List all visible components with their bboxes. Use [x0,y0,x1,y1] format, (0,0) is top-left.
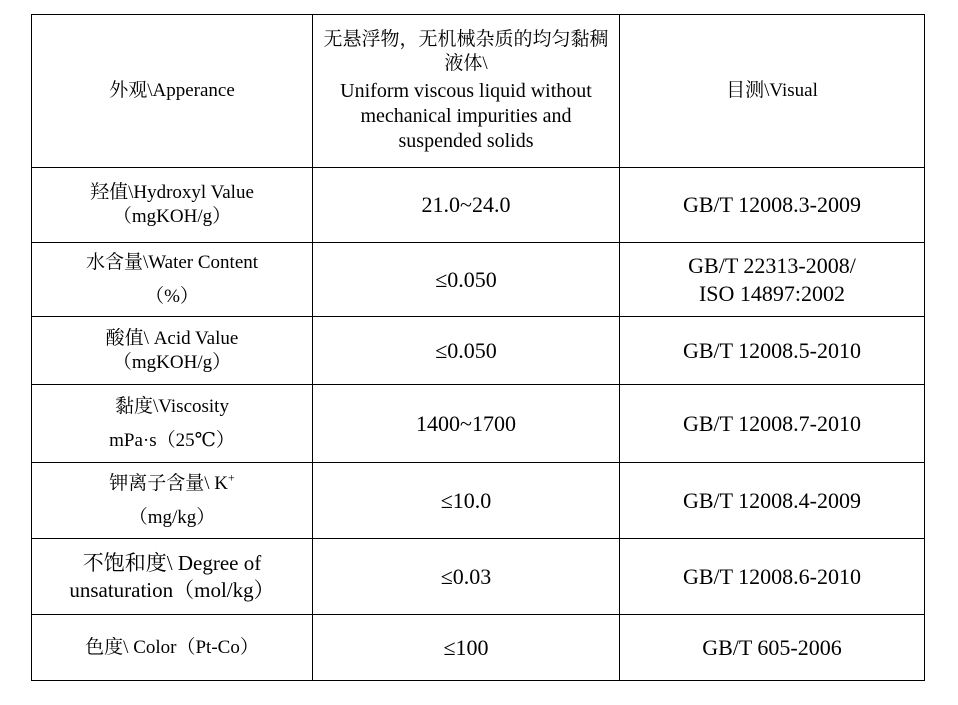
property-cell [32,243,313,317]
property-cell [32,539,313,615]
table-row-acid-value [32,317,925,385]
value-text: 21.0~24.0 [421,192,511,218]
method-standard: GB/T 12008.6-2010 [682,563,862,589]
method-standard: GB/T 605-2006 [702,634,842,660]
property-unit: （mgKOH/g） [112,206,232,227]
method-name: 目测\Visual [726,80,818,102]
property-unit: mPa·s（25℃） [109,429,235,451]
table-row-hydroxyl [32,168,925,243]
spec-english-text: Uniform viscous liquid without mechanical impurities and suspended solids [340,80,592,153]
property-unit: （mg/kg） [128,506,216,528]
method-cell [620,15,925,168]
property-name [38,472,306,496]
value-text: ≤0.050 [435,337,497,363]
property-unit: unsaturation（mol/kg） [69,577,275,602]
property-name: 黏度\Viscosity [115,395,229,417]
value-text: ≤0.03 [440,563,492,589]
value-cell [313,615,620,681]
table-row-viscosity [32,385,925,463]
property-name: 不饱和度\ Degree of [82,551,262,576]
value-text: ≤100 [443,634,489,660]
value-cell [313,168,620,243]
table-row-water-content [32,243,925,317]
property-unit: （%） [145,285,199,307]
table-row-color [32,615,925,681]
method-standard: GB/T 12008.7-2010 [682,410,862,436]
property-cell [32,385,313,463]
value-text: ≤0.050 [435,266,497,292]
method-cell [620,385,925,463]
method-cell [620,168,925,243]
property-name: 水含量\Water Content [85,251,259,273]
method-standard: GB/T 12008.4-2009 [682,487,862,513]
value-cell [313,317,620,385]
method-standard: GB/T 12008.5-2010 [682,337,862,363]
table-row-unsaturation [32,539,925,615]
spec-chinese-text: 无悬浮物，无机械杂质的均匀黏稠液体\ [323,28,609,74]
value-cell [313,539,620,615]
method-cell [620,463,925,539]
method-standard: GB/T 22313-2008/ [688,253,856,278]
value-cell [313,463,620,539]
property-cell [32,317,313,385]
value-text: 1400~1700 [416,410,516,436]
property-name: 色度\ Color（Pt-Co） [85,636,259,658]
property-unit: （mgKOH/g） [112,351,232,373]
superscript-plus: + [227,470,235,485]
table-row-potassium [32,463,925,539]
value-text: ≤10.0 [440,487,492,513]
property-name: 外观\Apperance [109,80,235,102]
property-cell [32,463,313,539]
method-standard-secondary: ISO 14897:2002 [698,280,846,306]
table-row-appearance [32,15,925,168]
property-name-text: 钾离子含量\ K [109,472,228,494]
method-cell [620,243,925,317]
property-cell [32,168,313,243]
value-cell [313,385,620,463]
spec-cell [313,15,620,168]
method-cell [620,615,925,681]
method-cell [620,539,925,615]
method-standard: GB/T 12008.3-2009 [682,192,862,218]
method-cell [620,317,925,385]
property-name: 酸值\ Acid Value [105,327,239,349]
property-cell [32,615,313,681]
property-cell [32,15,313,168]
specification-table [31,14,925,681]
property-name: 羟值\Hydroxyl Value [90,182,254,204]
value-cell [313,243,620,317]
